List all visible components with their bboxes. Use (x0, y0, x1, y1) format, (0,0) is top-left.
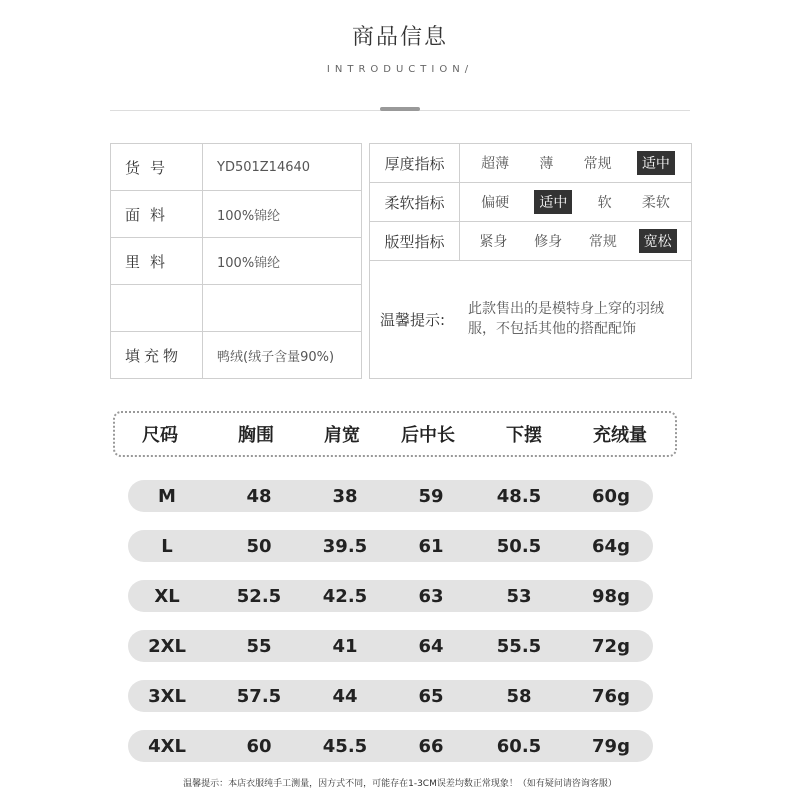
product-info-table (110, 143, 362, 379)
size-label: 2XL (148, 635, 186, 657)
size-cell: 98g (592, 585, 630, 607)
header-hem: 下摆 (506, 425, 542, 446)
size-cell: 48 (246, 485, 272, 507)
size-label: M (158, 485, 176, 507)
index-option-selected: 适中 (534, 190, 572, 214)
size-cell: 66 (418, 735, 444, 757)
index-option: 修身 (534, 234, 563, 250)
size-row (128, 530, 653, 562)
index-option: 柔软 (641, 195, 670, 211)
header-shoulder: 肩宽 (324, 425, 360, 446)
size-cell: 76g (592, 685, 630, 707)
size-cell: 59 (418, 485, 444, 507)
size-cell: 50 (246, 535, 272, 557)
index-key: 版型指标 (370, 222, 460, 260)
size-label: 4XL (148, 735, 186, 757)
info-row-fabric (111, 191, 361, 238)
info-value: 100%锦纶 (217, 255, 281, 271)
size-cell: 45.5 (322, 735, 368, 757)
size-cell: 38 (332, 485, 358, 507)
index-row-fit (370, 222, 691, 261)
size-row (128, 680, 653, 712)
header-chest: 胸围 (238, 425, 274, 446)
size-cell: 41 (332, 635, 358, 657)
size-cell: 58 (506, 685, 532, 707)
size-row (128, 580, 653, 612)
size-cell: 63 (418, 585, 444, 607)
header-back-length: 后中长 (401, 425, 455, 446)
size-cell: 42.5 (322, 585, 368, 607)
index-option: 紧身 (479, 234, 508, 250)
info-key: 面料 (111, 191, 203, 237)
info-value: 100%锦纶 (217, 208, 281, 224)
info-value: YD501Z14640 (217, 159, 311, 175)
page-title: 商品信息 (351, 25, 448, 50)
info-row-empty (111, 285, 361, 332)
index-row-softness (370, 183, 691, 222)
info-key: 里料 (111, 238, 203, 284)
size-cell: 44 (332, 685, 358, 707)
size-cell: 64g (592, 535, 630, 557)
index-option: 偏硬 (481, 195, 510, 211)
size-row (128, 480, 653, 512)
size-cell: 60.5 (496, 735, 542, 757)
size-row (128, 630, 653, 662)
size-cell: 50.5 (496, 535, 542, 557)
size-cell: 55 (246, 635, 272, 657)
tip-box (370, 261, 691, 377)
info-key: 填充物 (111, 332, 203, 379)
index-key: 厚度指标 (370, 144, 460, 182)
tip-text: 此款售出的是模特身上穿的羽绒服，不包括其他的搭配配饰 (468, 301, 664, 337)
info-key (111, 285, 203, 331)
size-table-header (113, 411, 677, 457)
index-option-selected: 宽松 (639, 229, 677, 253)
info-row-item-no (111, 144, 361, 191)
index-key: 柔软指标 (370, 183, 460, 221)
size-cell: 72g (592, 635, 630, 657)
size-label: L (161, 535, 173, 557)
size-cell: 55.5 (496, 635, 542, 657)
index-option: 超薄 (481, 156, 510, 172)
index-option: 常规 (583, 156, 612, 172)
size-cell: 39.5 (322, 535, 368, 557)
size-cell: 65 (418, 685, 444, 707)
footer-note: 温馨提示：本店衣服纯手工测量，因方式不同，可能存在1-3CM误差均数正常现象！（如有疑问请咨询客服） (183, 779, 617, 789)
index-row-thickness (370, 144, 691, 183)
index-option-selected: 适中 (637, 151, 675, 175)
header-fill: 充绒量 (593, 425, 647, 446)
size-cell: 48.5 (496, 485, 542, 507)
size-label: 3XL (148, 685, 186, 707)
size-cell: 60g (592, 485, 630, 507)
divider-mark (380, 107, 420, 111)
size-cell: 52.5 (236, 585, 282, 607)
header-size: 尺码 (142, 425, 178, 446)
info-value (203, 285, 361, 331)
info-row-filling (111, 332, 361, 379)
product-index-table (369, 143, 692, 379)
tip-label: 温馨提示: (380, 310, 446, 329)
size-cell: 64 (418, 635, 444, 657)
info-row-lining (111, 238, 361, 285)
size-cell: 57.5 (236, 685, 282, 707)
index-option: 软 (597, 195, 612, 211)
size-cell: 61 (418, 535, 444, 557)
info-value: 鸭绒(绒子含量90%) (217, 350, 335, 365)
size-cell: 60 (246, 735, 272, 757)
index-option: 薄 (539, 156, 554, 172)
index-option: 常规 (588, 234, 617, 250)
size-cell: 79g (592, 735, 630, 757)
size-cell: 53 (506, 585, 532, 607)
page-subtitle: INTRODUCTION/ (326, 64, 474, 75)
info-key: 货号 (111, 144, 203, 190)
size-label: XL (154, 585, 180, 607)
size-row (128, 730, 653, 762)
